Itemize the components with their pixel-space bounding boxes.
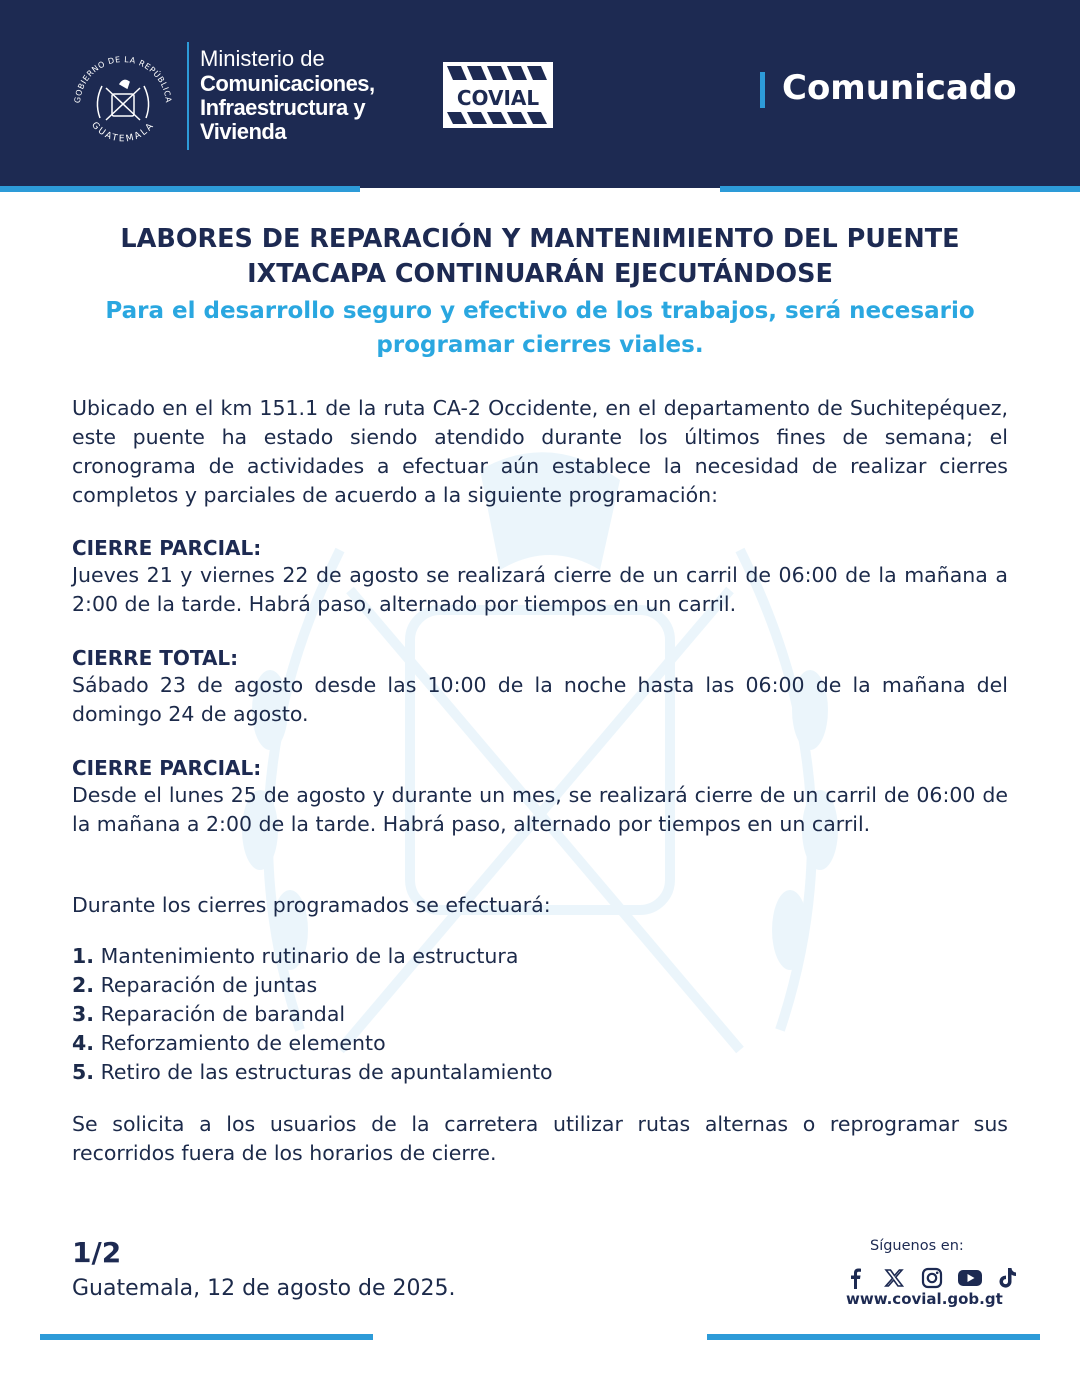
covial-logo	[443, 62, 553, 128]
header-accent-left	[0, 186, 360, 192]
list-item-text: Mantenimiento rutinario de la estructura	[100, 944, 519, 968]
comunicado-accent-bar	[760, 72, 765, 108]
tiktok-icon[interactable]	[994, 1264, 1022, 1292]
website-url[interactable]: www.covial.gob.gt	[846, 1290, 1003, 1308]
ministry-line-1: Ministerio de	[200, 46, 325, 71]
follow-us-label: Síguenos en:	[870, 1238, 964, 1254]
list-item	[72, 1058, 553, 1087]
covial-logo-text: COVIAL	[456, 86, 540, 110]
seal-text-top: GOBIERNO DE LA REPÚBLICA	[72, 54, 174, 104]
list-item	[72, 942, 553, 971]
list-item-number: 3.	[72, 1002, 95, 1026]
ministry-name	[200, 46, 375, 144]
youtube-icon[interactable]	[956, 1264, 984, 1292]
ministry-line-2: Comunicaciones,	[200, 71, 375, 96]
ministry-line-3: Infraestructura y	[200, 95, 366, 120]
document-title	[60, 222, 1020, 292]
list-item-text: Reparación de juntas	[100, 973, 318, 997]
section-heading-3: CIERRE PARCIAL:	[72, 756, 262, 780]
section-heading-2: CIERRE TOTAL:	[72, 646, 239, 670]
list-item-number: 1.	[72, 944, 95, 968]
list-item-number: 5.	[72, 1060, 95, 1084]
list-item	[72, 1029, 553, 1058]
title-line-2: IXTACAPA CONTINUARÁN EJECUTÁNDOSE	[247, 259, 833, 289]
publication-date: Guatemala, 12 de agosto de 2025.	[72, 1276, 456, 1301]
document-subtitle	[60, 294, 1020, 362]
facebook-icon[interactable]	[842, 1264, 870, 1292]
title-line-1: LABORES DE REPARACIÓN Y MANTENIMIENTO DEL PUENTE	[120, 224, 960, 254]
list-item-text: Reparación de barandal	[100, 1002, 346, 1026]
page-number: 1/2	[72, 1236, 122, 1269]
section-heading-1: CIERRE PARCIAL:	[72, 536, 262, 560]
section-text-1: Jueves 21 y viernes 22 de agosto se realizará cierre de un carril de 06:00 de la mañana a 2:00 de la tarde. Habrá paso, alternado por tiempos en un carril.	[72, 563, 1008, 616]
list-item	[72, 971, 553, 1000]
list-item-number: 2.	[72, 973, 95, 997]
intro-paragraph: Ubicado en el km 151.1 de la ruta CA-2 Occidente, en el departamento de Suchitepéquez, este puente ha estado siendo atendido durante los últimos fines de semana; el cronograma de actividades a efectuar aún establece la necesidad de realizar cierres completos y parciales de acuerdo a la siguiente programación:	[72, 396, 1008, 507]
svg-text:GOBIERNO DE LA REPÚBLICA	[73, 55, 173, 104]
svg-text:GUATEMALA	[89, 120, 157, 144]
header-accent-right	[720, 186, 1080, 192]
x-icon[interactable]	[880, 1264, 908, 1292]
subtitle-line-1: Para el desarrollo seguro y efectivo de los trabajos, será necesario	[105, 298, 975, 324]
list-item-number: 4.	[72, 1031, 95, 1055]
subtitle-line-2: programar cierres viales.	[376, 332, 704, 358]
activities-list	[72, 942, 553, 1087]
section-text-2: Sábado 23 de agosto desde las 10:00 de la noche hasta las 06:00 de la mañana del domingo 24 de agosto.	[72, 673, 1008, 726]
list-intro: Durante los cierres programados se efectuará:	[72, 893, 551, 917]
footer-accent-right	[707, 1334, 1040, 1340]
closing-paragraph: Se solicita a los usuarios de la carretera utilizar rutas alternas o reprogramar sus recorridos fuera de los horarios de cierre.	[72, 1112, 1008, 1165]
social-icons	[842, 1264, 1022, 1292]
header-divider	[187, 42, 189, 150]
section-text-3: Desde el lunes 25 de agosto y durante un mes, se realizará cierre de un carril de 06:00 de la mañana a 2:00 de la tarde. Habrá paso, alternado por tiempos en un carril.	[72, 783, 1008, 836]
section-title: Comunicado	[782, 68, 1017, 108]
instagram-icon[interactable]	[918, 1264, 946, 1292]
ministry-line-4: Vivienda	[200, 119, 287, 144]
guatemala-coat-of-arms-seal	[68, 50, 178, 160]
list-item-text: Retiro de las estructuras de apuntalamiento	[100, 1060, 553, 1084]
list-item	[72, 1000, 553, 1029]
footer-accent-left	[40, 1334, 373, 1340]
header-banner	[0, 0, 1080, 188]
list-item-text: Reforzamiento de elemento	[100, 1031, 386, 1055]
seal-text-bottom: GUATEMALA	[89, 120, 157, 145]
